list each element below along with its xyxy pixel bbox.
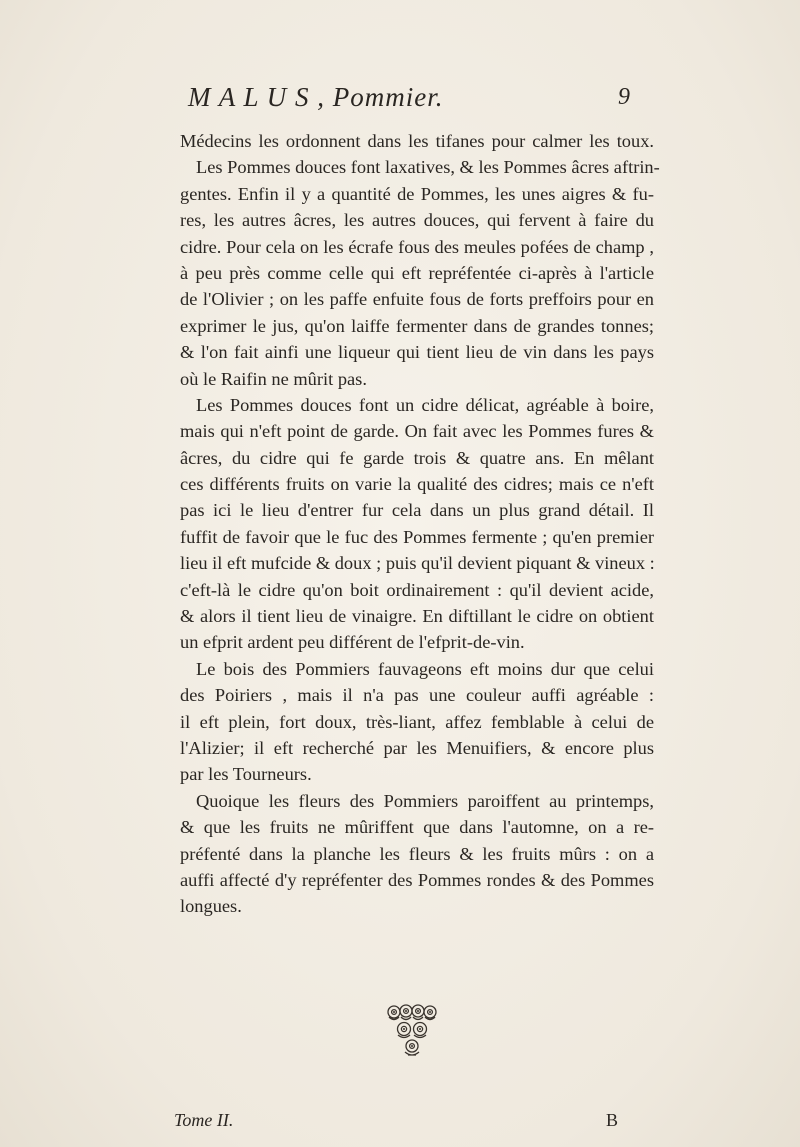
text-line: l'Alizier; il eft recherché par les Menuifiers, & encore plus: [180, 737, 654, 758]
text-line: ces différents fruits on varie la qualité des cidres; mais ce n'eft: [180, 474, 654, 495]
text-line: où le Raifin ne mûrit pas.: [180, 368, 367, 389]
text-line: il eft plein, fort doux, très-liant, affez femblable à celui de: [180, 711, 654, 732]
text-line: de l'Olivier ; on les paffe enfuite fous de forts preffoirs pour en: [180, 289, 654, 310]
text-line: lieu il eft mufcide & doux ; puis qu'il devient piquant & vineux :: [180, 553, 655, 574]
text-line: & l'on fait ainfi une liqueur qui tient lieu de vin dans les pays: [180, 342, 654, 363]
text-line: auffi affecté d'y repréfenter des Pommes rondes & des Pommes: [180, 869, 654, 890]
text-line: longues.: [180, 896, 242, 917]
text-line: par les Tourneurs.: [180, 764, 312, 785]
text-line: & alors il tient lieu de vinaigre. En diftillant le cidre on obtient: [180, 606, 654, 627]
volume-label: Tome II.: [174, 1110, 234, 1130]
text-line: Les Pommes douces font un cidre délicat, agréable à boire,: [196, 394, 654, 415]
text-line: Le bois des Pommiers fauvageons eft moins dur que celui: [196, 658, 654, 679]
text-line: pas ici le lieu d'entrer fur cela dans un plus grand détail. Il: [180, 500, 654, 521]
page-header: [150, 82, 630, 122]
signature-mark: B: [606, 1110, 619, 1130]
text-line: gentes. Enfin il y a quantité de Pommes, les unes aigres & fu-: [180, 183, 654, 204]
text-line: cidre. Pour cela on les écrafe fous des meules pofées de champ ,: [180, 236, 654, 257]
text-line: âcres, du cidre qui fe garde trois & quatre ans. En mêlant: [180, 447, 654, 468]
text-line: & que les fruits ne mûriffent que dans l'automne, on a re-: [180, 817, 654, 838]
page-number: 9: [618, 84, 630, 110]
body-text: [180, 128, 660, 920]
text-line: fuffit de favoir que le fuc des Pommes fermente ; qu'en premier: [180, 526, 654, 547]
text-line: Quoique les fleurs des Pommiers paroiffent au printemps,: [196, 790, 654, 811]
text-line: mais qui n'eft point de garde. On fait avec les Pommes fures &: [180, 421, 654, 442]
text-line: Les Pommes douces font laxatives, & les Pommes âcres aftrin-: [196, 157, 660, 178]
text-line: des Poiriers , mais il n'a pas une couleur auffi agréable :: [180, 685, 654, 706]
text-line: exprimer le jus, qu'on laiffe fermenter dans de grandes tonnes;: [180, 315, 654, 336]
text-line: préfenté dans la planche les fleurs & les fruits mûrs : on a: [180, 843, 654, 864]
text-line: à peu près comme celle qui eft repréfentée ci-après à l'article: [180, 262, 654, 283]
running-title: M A L U S , Pommier.: [188, 82, 444, 112]
floral-ornament-icon: [384, 1004, 440, 1060]
text-line: c'eft-là le cidre qu'on boit ordinairement : qu'il devient acide,: [180, 579, 654, 600]
text-line: un efprit ardent peu différent de l'efprit-de-vin.: [180, 632, 525, 653]
text-line: res, les autres âcres, les autres douces, qui fervent à faire du: [180, 210, 654, 231]
text-line: Médecins les ordonnent dans les tifanes pour calmer les toux.: [180, 131, 654, 151]
